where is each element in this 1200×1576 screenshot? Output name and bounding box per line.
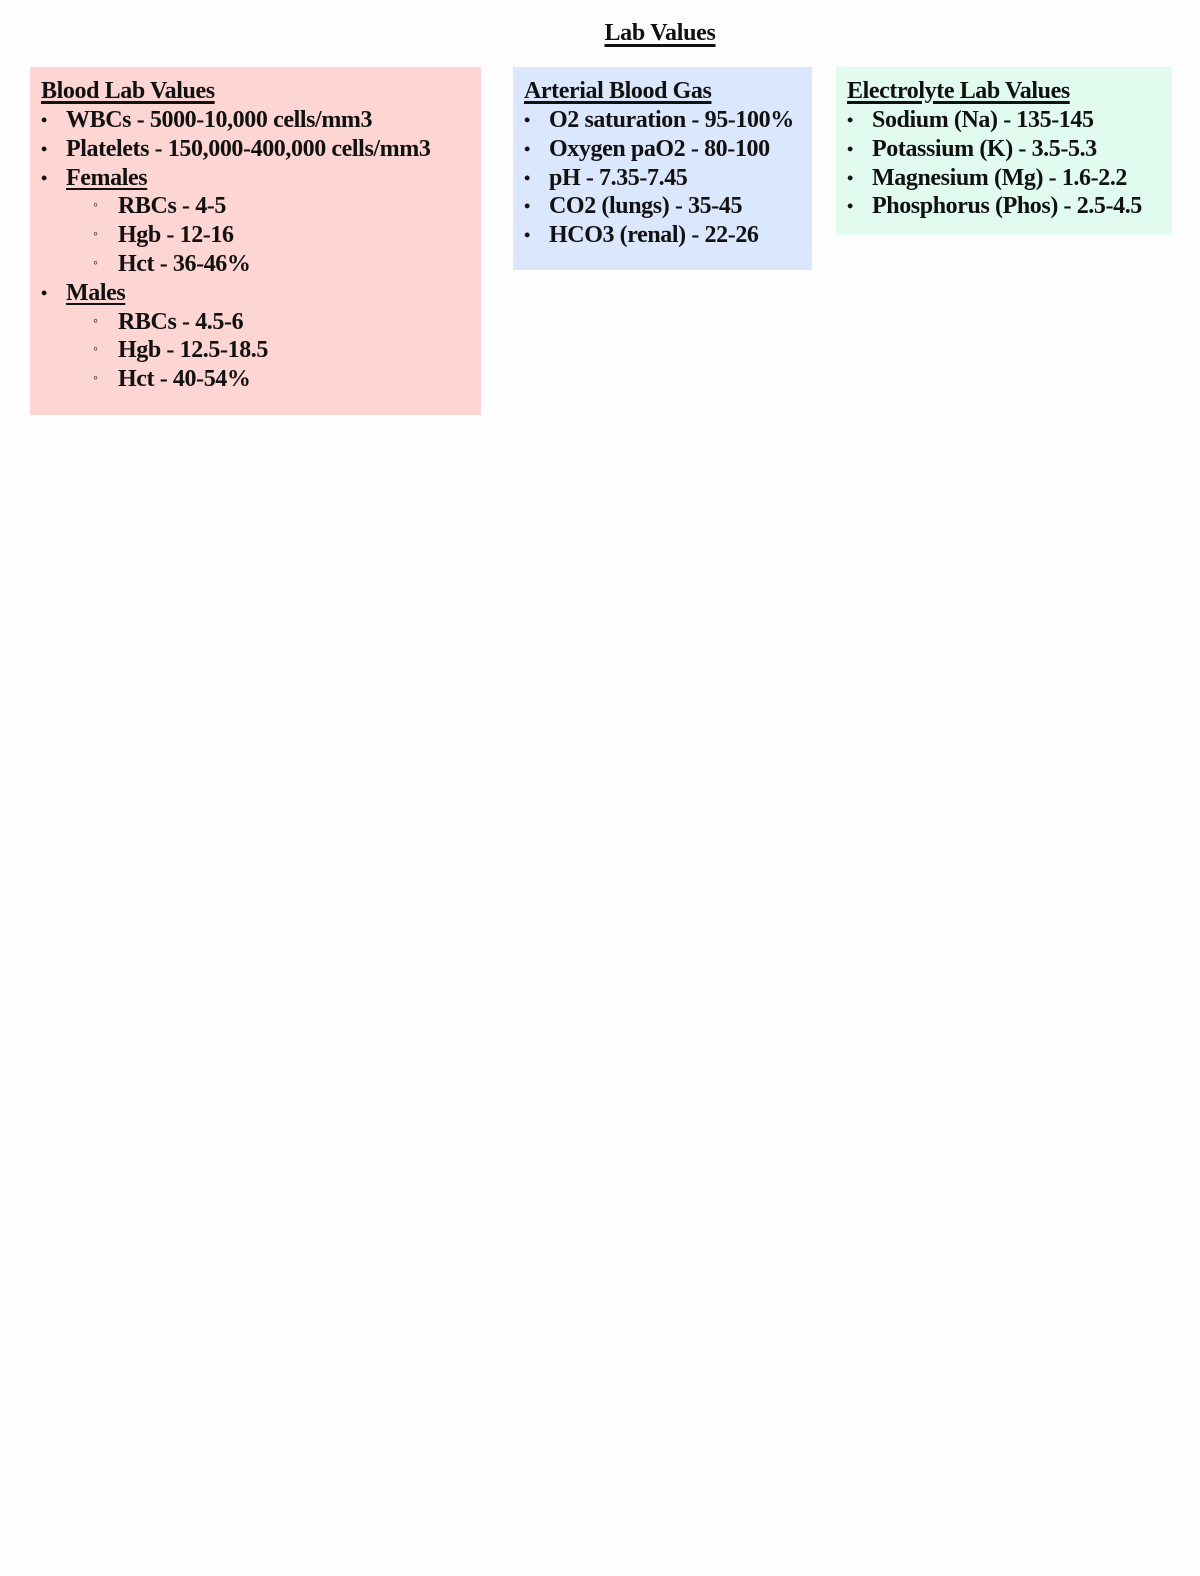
bullet-dot-icon: • <box>41 110 47 130</box>
blood-lab-values-box <box>30 67 481 415</box>
list-item-text: RBCs - 4.5-6 <box>118 308 244 335</box>
list-item-text: CO2 (lungs) - 35-45 <box>549 193 743 220</box>
list-item-platelets <box>41 135 471 164</box>
list-item-text: Phosphorus (Phos) - 2.5-4.5 <box>872 193 1142 220</box>
bullet-dot-icon: • <box>41 138 47 159</box>
bullet-dot-icon: • <box>41 282 47 303</box>
list-item <box>524 192 802 221</box>
blood-lab-values-heading: Blood Lab Values <box>41 78 215 104</box>
list-item-text: Hgb - 12.5-18.5 <box>118 337 269 364</box>
bullet-dot-icon: • <box>41 167 47 188</box>
list-item-text: Hct - 40-54% <box>118 366 251 393</box>
bullet-circle-icon: ◦ <box>93 227 98 243</box>
bullet-circle-icon: ◦ <box>93 255 98 271</box>
electrolyte-lab-values-heading: Electrolyte Lab Values <box>847 78 1070 104</box>
list-item-text: Platelets - 150,000-400,000 cells/mm3 <box>66 135 431 162</box>
bullet-dot-icon: • <box>847 138 853 159</box>
list-item-wbcs <box>41 106 471 135</box>
list-item <box>524 106 802 135</box>
bullet-dot-icon: • <box>847 167 853 188</box>
list-item <box>524 135 802 164</box>
list-item <box>524 221 802 250</box>
list-item <box>524 164 802 193</box>
sub-item-males-rbcs <box>41 308 471 337</box>
bullet-dot-icon: • <box>847 196 853 217</box>
sub-item-females-hct <box>41 250 471 279</box>
arterial-blood-gas-list <box>524 106 802 250</box>
list-item <box>847 164 1162 193</box>
bullet-circle-icon: ◦ <box>93 342 98 358</box>
bullet-dot-icon: • <box>524 167 530 188</box>
list-item <box>847 192 1162 221</box>
bullet-dot-icon: • <box>524 138 530 159</box>
bullet-dot-icon: • <box>847 110 853 130</box>
list-item <box>847 106 1162 135</box>
electrolyte-lab-values-list <box>847 106 1162 221</box>
females-label: Females <box>66 164 148 191</box>
list-item-text: HCO3 (renal) - 22-26 <box>549 222 759 249</box>
bullet-dot-icon: • <box>524 225 530 246</box>
bullet-dot-icon: • <box>524 110 530 130</box>
list-item-text: Oxygen paO2 - 80-100 <box>549 135 770 162</box>
list-item-males <box>41 279 471 308</box>
list-item-text: Sodium (Na) - 135-145 <box>872 107 1094 133</box>
page-title: Lab Values <box>604 20 716 46</box>
list-item-females <box>41 164 471 193</box>
list-item-text: RBCs - 4-5 <box>118 193 226 220</box>
bullet-circle-icon: ◦ <box>93 371 98 387</box>
sub-item-females-rbcs <box>41 192 471 221</box>
sub-item-males-hct <box>41 365 471 394</box>
list-item-text: Magnesium (Mg) - 1.6-2.2 <box>872 164 1128 191</box>
list-item-text: Potassium (K) - 3.5-5.3 <box>872 135 1097 162</box>
list-item-text: Hct - 36-46% <box>118 250 251 277</box>
list-item-text: O2 saturation - 95-100% <box>549 107 794 133</box>
arterial-blood-gas-box <box>513 67 812 270</box>
bullet-circle-icon: ◦ <box>93 198 98 214</box>
sub-item-males-hgb <box>41 336 471 365</box>
list-item-text: WBCs - 5000-10,000 cells/mm3 <box>66 107 373 133</box>
bullet-dot-icon: • <box>524 196 530 217</box>
list-item-text: Hgb - 12-16 <box>118 222 234 249</box>
arterial-blood-gas-heading: Arterial Blood Gas <box>524 78 712 104</box>
sub-item-females-hgb <box>41 221 471 250</box>
electrolyte-lab-values-box <box>836 67 1172 235</box>
list-item <box>847 135 1162 164</box>
blood-lab-values-list <box>41 106 471 394</box>
males-label: Males <box>66 279 126 306</box>
bullet-circle-icon: ◦ <box>93 313 98 329</box>
list-item-text: pH - 7.35-7.45 <box>549 164 688 191</box>
